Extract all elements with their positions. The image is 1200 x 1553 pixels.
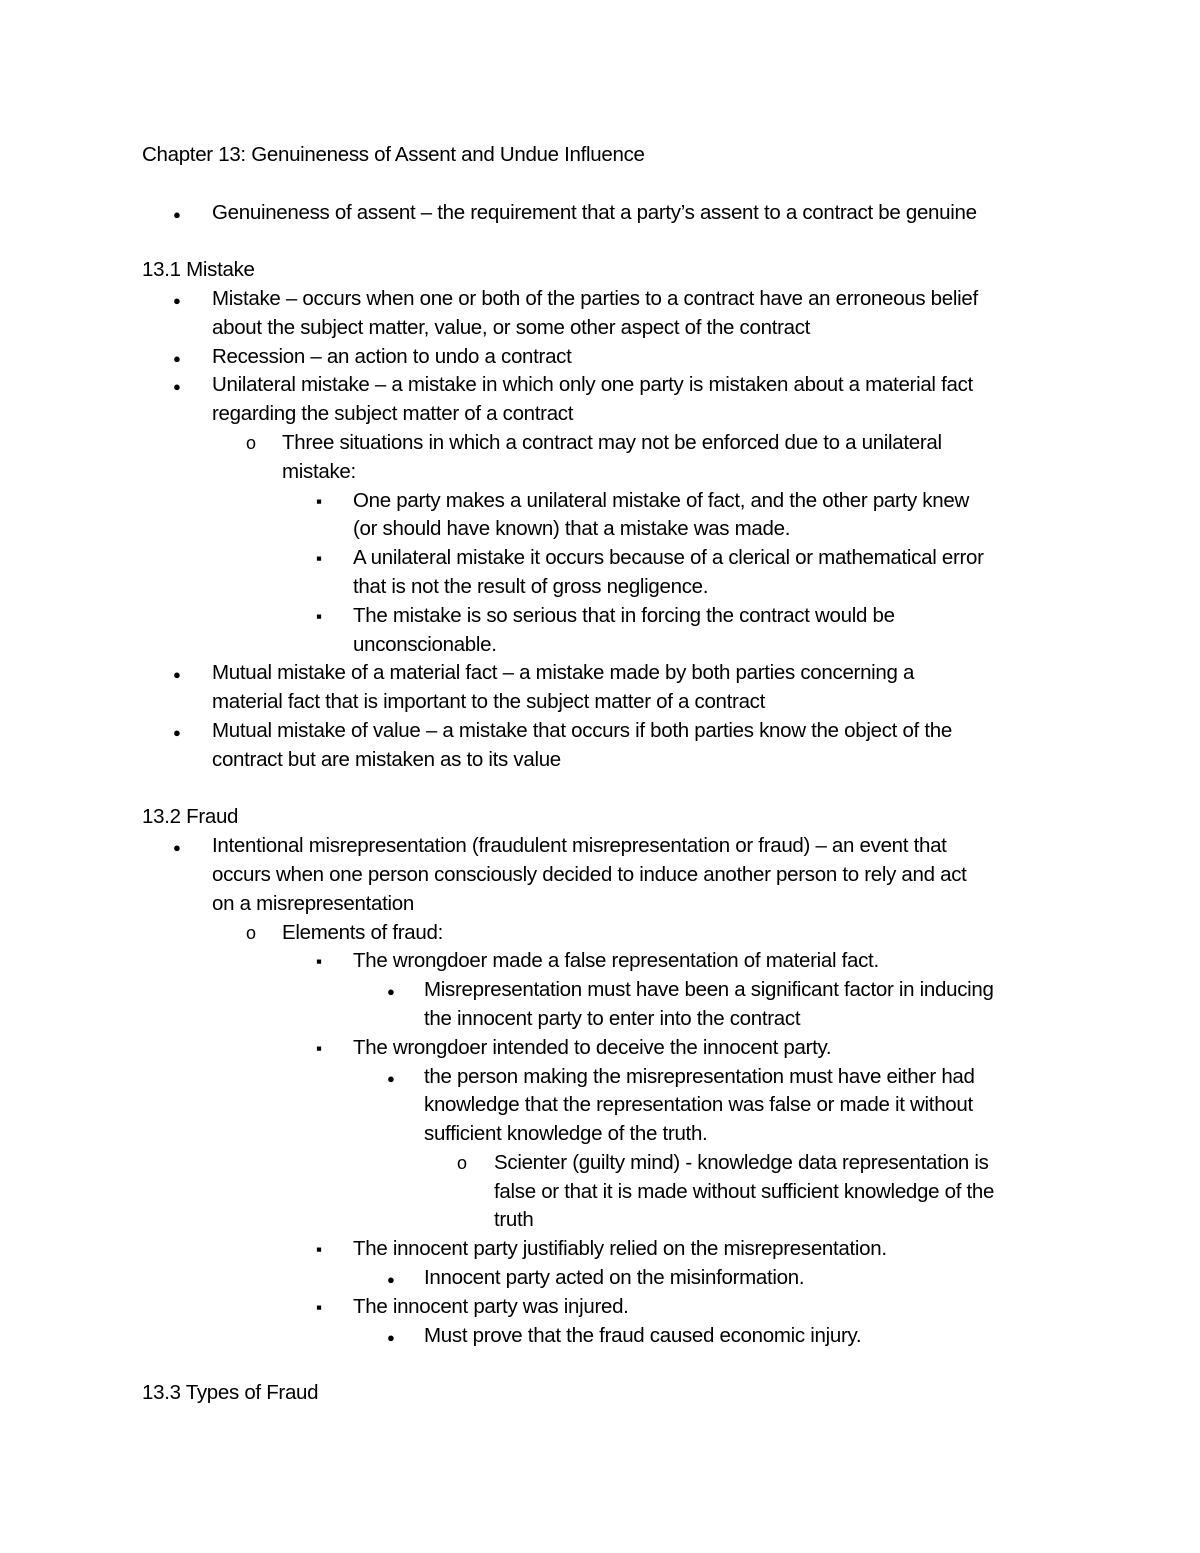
bullet-disc-icon xyxy=(173,832,181,863)
list-item-element-1: ▪ The wrongdoer made a false representation of material fact. xyxy=(142,947,1072,976)
list-item-scienter: o Scienter (guilty mind) - knowledge data representation is false or that it is made without sufficient knowledge of the truth xyxy=(142,1149,1072,1235)
list-item-element-4: ▪ The innocent party was injured. xyxy=(142,1293,1072,1322)
bullet-disc-icon xyxy=(173,343,181,374)
spacer xyxy=(142,1350,1072,1379)
list-item-genuineness: ● Genuineness of assent – the requirement that a party’s assent to a contract be genuine xyxy=(142,199,1072,228)
bullet-disc-icon xyxy=(173,285,181,316)
bullet-square-icon xyxy=(316,602,322,632)
list-item-recession: ● Recession – an action to undo a contract xyxy=(142,343,1072,372)
chapter-title: Chapter 13: Genuineness of Assent and Undue Influence xyxy=(142,143,645,166)
bullet-disc-icon xyxy=(387,976,395,1007)
bullet-disc-icon xyxy=(173,659,181,690)
list-item-element-3: ▪ The innocent party justifiably relied on the misrepresentation. xyxy=(142,1235,1072,1264)
list-item-element-1-detail: ● Misrepresentation must have been a significant factor in inducing the innocent party to enter into the contract xyxy=(142,976,1072,1034)
document-page xyxy=(142,141,1072,1408)
bullet-disc-icon xyxy=(173,199,181,230)
bullet-square-icon xyxy=(316,1235,322,1265)
list-item-intentional-misrepresentation: ● Intentional misrepresentation (fraudulent misrepresentation or fraud) – an event that occurs when one person consciously decided to induce another person to rely and act on a misrepresentation xyxy=(142,832,1072,918)
bullet-disc-icon xyxy=(387,1264,395,1295)
list-item-situation-1: ▪ One party makes a unilateral mistake of fact, and the other party knew (or should have known) that a mistake was made. xyxy=(142,487,1072,545)
bullet-square-icon xyxy=(316,487,322,517)
spacer xyxy=(142,170,1072,199)
bullet-square-icon xyxy=(316,1034,322,1064)
list-item-element-3-detail: ● Innocent party acted on the misinformation. xyxy=(142,1264,1072,1293)
list-item-mutual-mistake-value: ● Mutual mistake of value – a mistake that occurs if both parties know the object of the contract but are mistaken as to its value xyxy=(142,717,1072,775)
bullet-disc-icon xyxy=(173,717,181,748)
list-item-situation-2: ▪ A unilateral mistake it occurs because of a clerical or mathematical error that is not the result of gross negligence. xyxy=(142,544,1072,602)
section-heading-types-of-fraud: 13.3 Types of Fraud xyxy=(142,1381,319,1405)
bullet-disc-icon xyxy=(387,1063,395,1094)
section-heading-mistake: 13.1 Mistake xyxy=(142,258,255,282)
list-item-mutual-mistake-fact: ● Mutual mistake of a material fact – a mistake made by both parties concerning a material fact that is important to the subject matter of a contract xyxy=(142,659,1072,717)
bullet-circle-icon xyxy=(246,919,256,948)
bullet-square-icon xyxy=(316,947,322,977)
spacer xyxy=(142,775,1072,804)
bullet-square-icon xyxy=(316,544,322,574)
list-item-elements-of-fraud: o Elements of fraud: xyxy=(142,919,1072,948)
bullet-square-icon xyxy=(316,1293,322,1323)
list-item-element-2: ▪ The wrongdoer intended to deceive the innocent party. xyxy=(142,1034,1072,1063)
bullet-circle-icon xyxy=(246,429,256,458)
spacer xyxy=(142,227,1072,256)
list-item-element-2-detail: ● the person making the misrepresentation must have either had knowledge that the representation was false or made it without sufficient knowledge of the truth. xyxy=(142,1063,1072,1149)
list-item-three-situations: o Three situations in which a contract may not be enforced due to a unilateral mistake: xyxy=(142,429,1072,487)
list-item-element-4-detail: ● Must prove that the fraud caused economic injury. xyxy=(142,1322,1072,1351)
section-heading-fraud: 13.2 Fraud xyxy=(142,805,239,829)
list-item-situation-3: ▪ The mistake is so serious that in forcing the contract would be unconscionable. xyxy=(142,602,1072,660)
list-item-unilateral-mistake: ● Unilateral mistake – a mistake in which only one party is mistaken about a material fact regarding the subject matter of a contract xyxy=(142,371,1072,429)
list-item-mistake: ● Mistake – occurs when one or both of the parties to a contract have an erroneous belief about the subject matter, value, or some other aspect of the contract xyxy=(142,285,1072,343)
bullet-disc-icon xyxy=(173,371,181,402)
bullet-circle-icon xyxy=(457,1149,467,1178)
bullet-disc-icon xyxy=(387,1322,395,1353)
